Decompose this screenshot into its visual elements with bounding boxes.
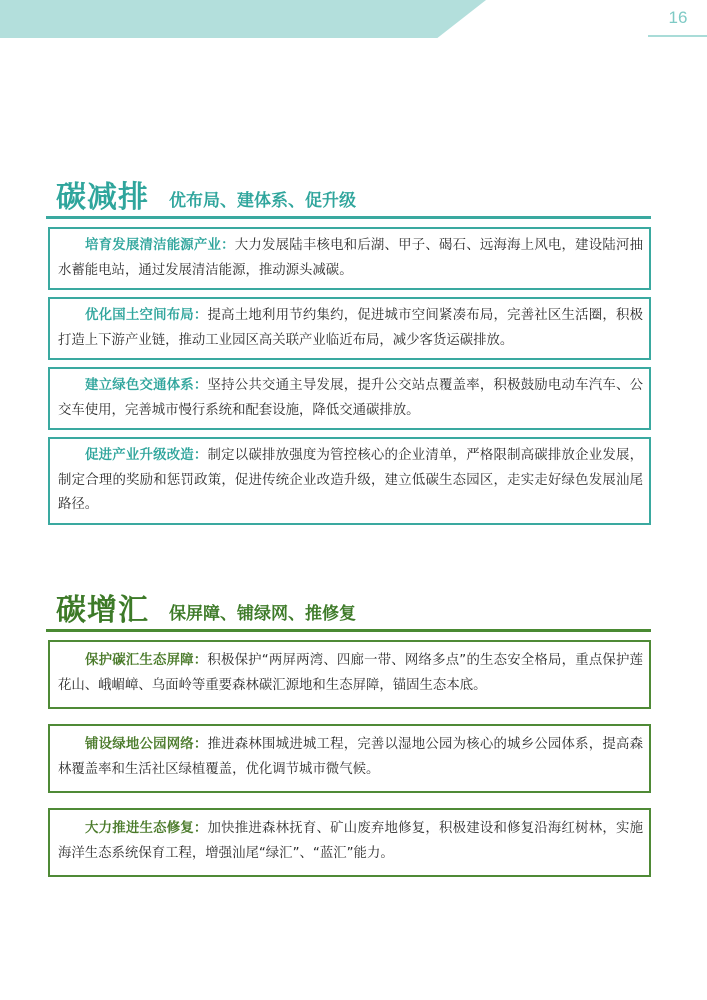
section-title: 碳增汇 bbox=[56, 593, 149, 628]
measure-lead: 培育发展清洁能源产业： bbox=[85, 238, 235, 253]
measure-card-spatial-layout bbox=[48, 297, 651, 360]
carbon-sink-section bbox=[46, 585, 651, 892]
section-title: 碳减排 bbox=[56, 180, 149, 215]
measure-card-park-network bbox=[48, 724, 651, 793]
section-header bbox=[46, 172, 651, 216]
measure-card-green-transport bbox=[48, 367, 651, 430]
measure-card-ecological-restoration bbox=[48, 808, 651, 877]
measure-lead: 促进产业升级改造： bbox=[85, 448, 208, 463]
measure-text: 大力发展陆丰核电和后湖、甲子、碣石、远海海上风电，建设陆河抽水蓄能电站，通过发展清洁能源，推动源头减碳。 bbox=[58, 238, 644, 278]
measure-text: 提高土地利用节约集约，促进城市空间紧凑布局，完善社区生活圈，积极打造上下游产业链，推动工业园区高关联产业临近布局，减少客货运碳排放。 bbox=[58, 308, 644, 348]
carbon-reduction-section bbox=[46, 172, 651, 532]
section-subtitle: 保屏障、铺绿网、推修复 bbox=[169, 604, 356, 624]
measure-card-industry-upgrade bbox=[48, 437, 651, 525]
measure-text: 推进森林围城进城工程，完善以湿地公园为核心的城乡公园体系，提高森林覆盖率和生活社区绿植覆盖，优化调节城市微气候。 bbox=[58, 737, 644, 777]
page-number: 16 bbox=[668, 8, 688, 27]
measure-card-ecological-barrier bbox=[48, 640, 651, 709]
page-number-underline bbox=[648, 35, 707, 37]
measure-lead: 大力推进生态修复： bbox=[85, 821, 208, 836]
measure-card-clean-energy bbox=[48, 227, 651, 290]
section-header bbox=[46, 585, 651, 629]
measure-lead: 建立绿色交通体系： bbox=[85, 378, 208, 393]
measure-text: 积极保护“两屏两湾、四廊一带、网络多点”的生态安全格局，重点保护莲花山、峨嵋嶂、乌面岭等重要森林碳汇源地和生态屏障，锚固生态本底。 bbox=[58, 653, 644, 693]
section-divider bbox=[46, 629, 651, 632]
measure-text: 制定以碳排放强度为管控核心的企业清单，严格限制高碳排放企业发展，制定合理的奖励和惩罚政策，促进传统企业改造升级，建立低碳生态园区，走实走好绿色发展汕尾路径。 bbox=[58, 448, 644, 512]
section-subtitle: 优布局、建体系、促升级 bbox=[169, 191, 356, 211]
measure-text: 加快推进森林抚育、矿山废弃地修复，积极建设和修复沿海红树林，实施海洋生态系统保育工程，增强汕尾“绿汇”、“蓝汇”能力。 bbox=[58, 821, 644, 861]
measure-lead: 保护碳汇生态屏障： bbox=[85, 653, 208, 668]
measure-text: 坚持公共交通主导发展，提升公交站点覆盖率，积极鼓励电动车汽车、公交车使用，完善城市慢行系统和配套设施，降低交通碳排放。 bbox=[58, 378, 644, 418]
measure-lead: 铺设绿地公园网络： bbox=[85, 737, 208, 752]
measure-lead: 优化国土空间布局： bbox=[85, 308, 208, 323]
section-divider bbox=[46, 216, 651, 219]
header-band bbox=[0, 0, 486, 38]
